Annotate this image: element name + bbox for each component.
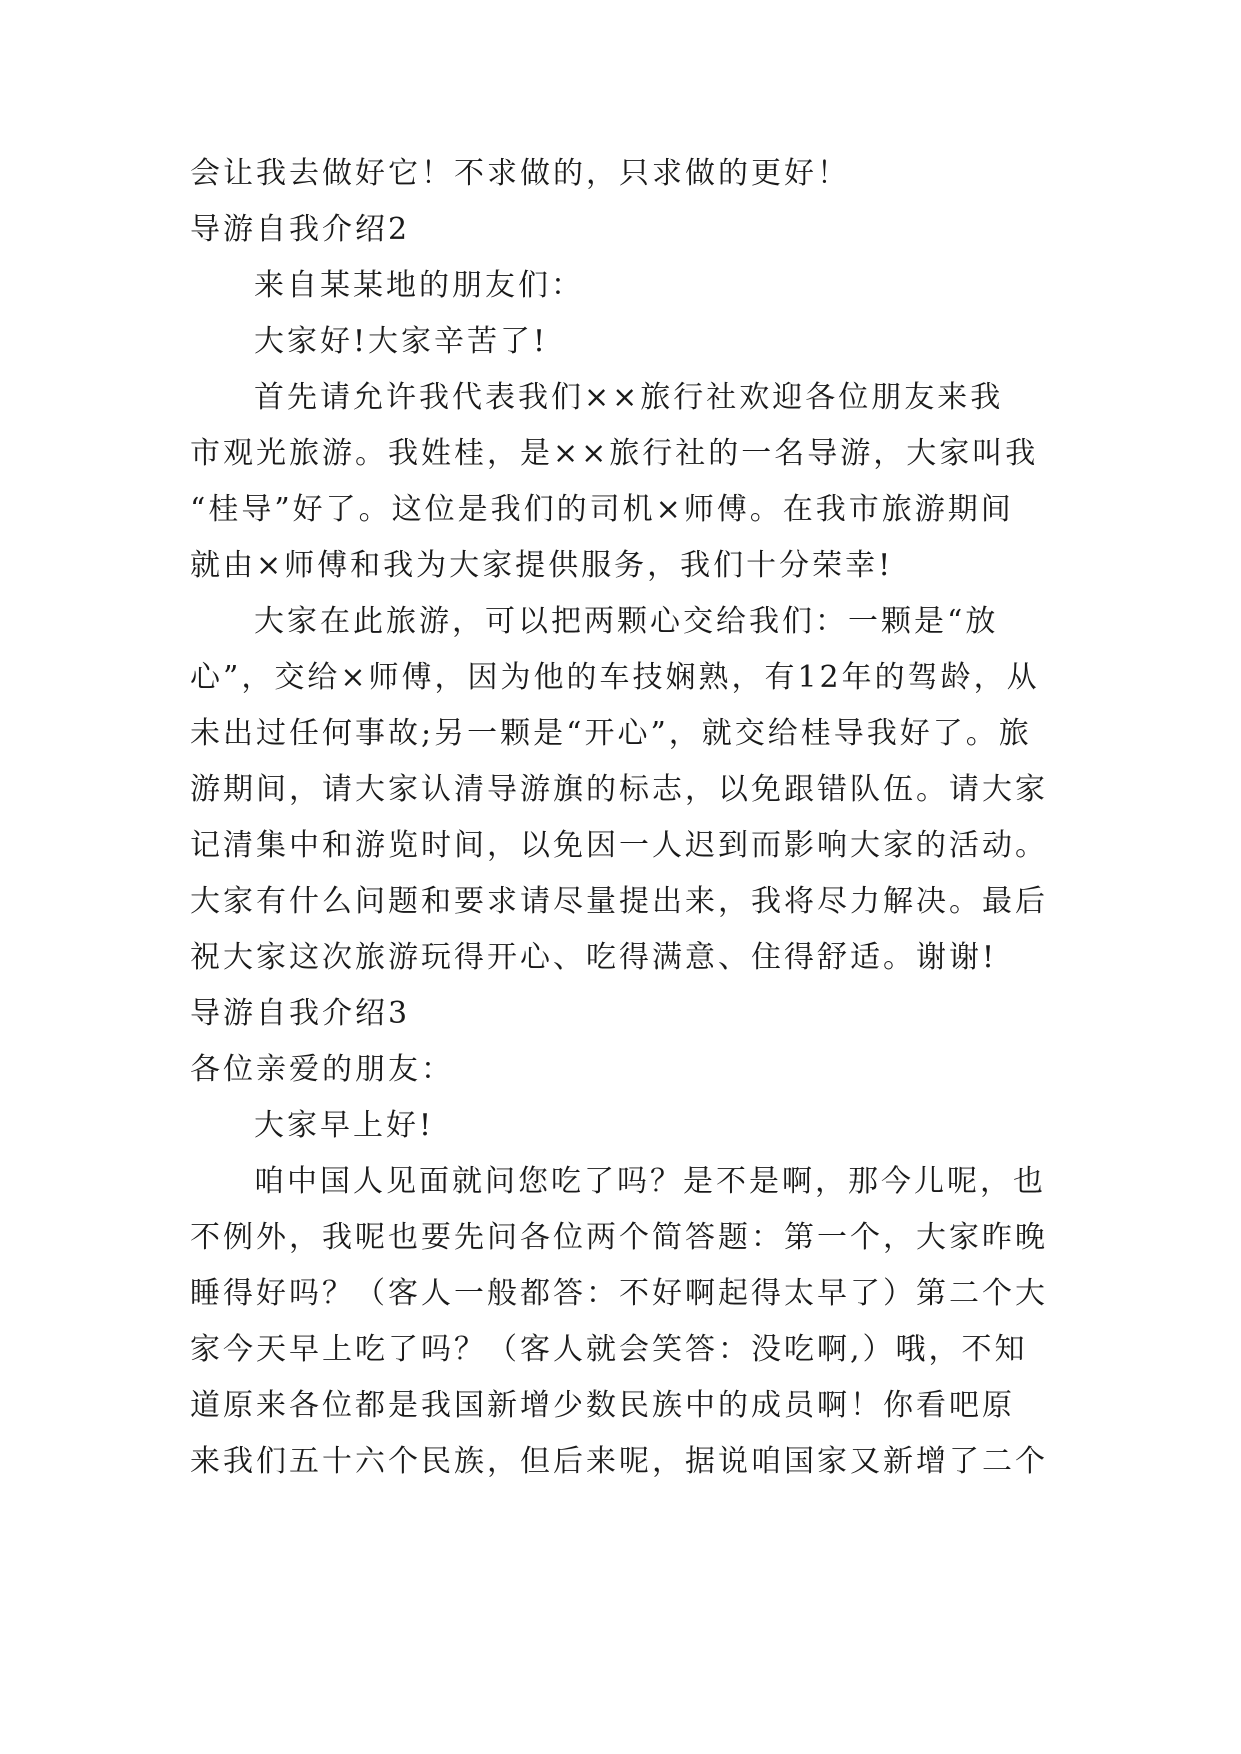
paragraph-line: 心”，交给×师傅，因为他的车技娴熟，有12年的驾龄，从 bbox=[190, 660, 1040, 695]
paragraph-line: 家今天早上吃了吗？（客人就会笑答：没吃啊,）哦，不知 bbox=[190, 1332, 1028, 1367]
greeting-line: 大家好!大家辛苦了! bbox=[254, 324, 549, 359]
paragraph-line: 咱中国人见面就问您吃了吗？是不是啊，那今儿呢，也 bbox=[254, 1164, 1046, 1199]
paragraph-line: 会让我去做好它！不求做的，只求做的更好！ bbox=[190, 156, 850, 191]
document-body bbox=[190, 146, 1050, 1490]
paragraph-line: 大家有什么问题和要求请尽量提出来，我将尽力解决。最后 bbox=[190, 884, 1048, 919]
paragraph-line: 道原来各位都是我国新增少数民族中的成员啊！你看吧原 bbox=[190, 1388, 1015, 1423]
section-heading: 导游自我介绍2 bbox=[190, 212, 411, 247]
paragraph-line: 祝大家这次旅游玩得开心、吃得满意、住得舒适。谢谢! bbox=[190, 940, 998, 975]
paragraph-line: 记清集中和游览时间，以免因一人迟到而影响大家的活动。 bbox=[190, 828, 1048, 863]
paragraph-line: 大家在此旅游，可以把两颗心交给我们：一颗是“放 bbox=[254, 604, 999, 639]
paragraph-line: 未出过任何事故;另一颗是“开心”，就交给桂导我好了。旅 bbox=[190, 716, 1032, 751]
paragraph-line: 睡得好吗？（客人一般都答：不好啊起得太早了）第二个大 bbox=[190, 1276, 1048, 1311]
paragraph-line: “桂导”好了。这位是我们的司机×师傅。在我市旅游期间 bbox=[190, 492, 1014, 527]
paragraph-line: 来我们五十六个民族，但后来呢，据说咱国家又新增了二个 bbox=[190, 1444, 1048, 1479]
greeting-line: 各位亲爱的朋友： bbox=[190, 1052, 454, 1087]
paragraph-line: 首先请允许我代表我们××旅行社欢迎各位朋友来我 bbox=[254, 380, 1004, 415]
paragraph-line: 不例外，我呢也要先问各位两个简答题：第一个，大家昨晚 bbox=[190, 1220, 1048, 1255]
greeting-line: 大家早上好! bbox=[254, 1108, 435, 1143]
greeting-line: 来自某某地的朋友们： bbox=[254, 268, 584, 303]
section-heading: 导游自我介绍3 bbox=[190, 996, 411, 1031]
paragraph-line: 游期间，请大家认清导游旗的标志，以免跟错队伍。请大家 bbox=[190, 772, 1048, 807]
paragraph-line: 就由×师傅和我为大家提供服务，我们十分荣幸! bbox=[190, 548, 894, 583]
paragraph-line: 市观光旅游。我姓桂，是××旅行社的一名导游，大家叫我 bbox=[190, 436, 1039, 471]
